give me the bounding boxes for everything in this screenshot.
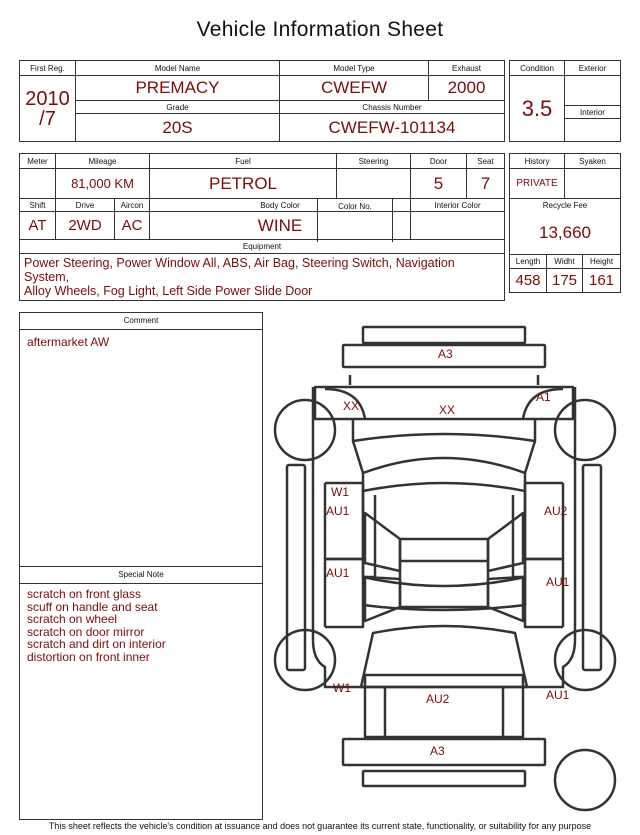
rear-bumper-bottom xyxy=(363,771,525,786)
first-reg-year: 2010 xyxy=(25,87,70,110)
roof xyxy=(400,539,488,607)
drive-value: 2WD xyxy=(56,212,115,240)
rear-window xyxy=(363,577,525,610)
special-note-header: Special Note xyxy=(20,567,262,584)
special-note-line: scratch on front glass xyxy=(27,587,142,601)
door-label: Door xyxy=(411,154,467,169)
fuel-value: PETROL xyxy=(150,169,337,199)
mileage-label: Mileage xyxy=(56,154,150,169)
mark-hood-center: XX xyxy=(439,403,456,417)
first-reg-label: First Reg. xyxy=(20,61,76,76)
interior-color-value xyxy=(411,212,505,240)
exterior-value xyxy=(565,76,621,106)
condition-table xyxy=(509,60,621,142)
vehicle-info-table xyxy=(19,60,505,142)
equipment-label: Equipment xyxy=(20,240,505,254)
seat-label: Seat xyxy=(467,154,505,169)
width-label: Widht xyxy=(547,255,583,269)
interior-color-label: Interior Color xyxy=(411,199,505,212)
first-reg-cell xyxy=(20,76,76,142)
comment-header: Comment xyxy=(20,313,262,330)
interior-value xyxy=(565,119,621,142)
syaken-label: Syaken xyxy=(565,154,621,169)
front-left-wheel xyxy=(275,400,335,460)
color-no-label-overlay: Color No. xyxy=(338,202,372,211)
aircon-label: Aircon xyxy=(115,199,150,212)
mark-right-rear-door: AU1 xyxy=(546,575,570,589)
right-rear-door xyxy=(525,559,563,627)
model-name-label: Model Name xyxy=(76,61,280,76)
width-value: 175 xyxy=(547,269,583,293)
comment-body xyxy=(20,330,262,353)
grade-value: 20S xyxy=(76,114,280,142)
special-note-line: scuff on handle and seat xyxy=(27,599,158,614)
interior-label: Interior xyxy=(565,106,621,119)
aircon-value: AC xyxy=(115,212,150,240)
history-value: PRIVATE xyxy=(510,169,565,199)
special-note-line: scratch on wheel xyxy=(27,612,118,626)
specs-table xyxy=(19,153,505,301)
mark-hood-left: XX xyxy=(343,399,360,413)
meter-value xyxy=(20,169,56,199)
seat-value: 7 xyxy=(467,169,505,199)
shift-value: AT xyxy=(20,212,56,240)
chassis-number-value: CWEFW-101134 xyxy=(280,114,505,142)
mark-front-bumper: A3 xyxy=(438,347,453,361)
drive-label: Drive xyxy=(56,199,115,212)
exhaust-label: Exhaust xyxy=(429,61,505,76)
front-right-wheel xyxy=(555,400,615,460)
history-table xyxy=(509,153,621,293)
tailgate xyxy=(361,626,527,687)
right-side-strip xyxy=(583,465,601,670)
height-value: 161 xyxy=(583,269,621,293)
exterior-label: Exterior xyxy=(565,61,621,76)
special-note-body xyxy=(20,584,262,667)
history-label: History xyxy=(510,154,565,169)
model-type-value: CWEFW xyxy=(280,76,429,101)
comment-box xyxy=(19,312,263,567)
special-note-line: scratch and dirt on interior xyxy=(27,637,166,651)
syaken-value xyxy=(565,169,621,199)
car-damage-diagram xyxy=(265,315,635,820)
color-no-divider-right xyxy=(392,199,393,242)
rear-right-wheel xyxy=(555,630,615,690)
mark-left-front-door-w: W1 xyxy=(331,485,349,499)
equipment-line-2: Alloy Wheels, Fog Light, Left Side Power Slide Door xyxy=(24,284,313,298)
right-front-door xyxy=(525,483,563,559)
front-bumper-top xyxy=(363,327,525,343)
mark-left-front-door-au: AU1 xyxy=(326,504,350,518)
grade-label: Grade xyxy=(76,101,280,114)
length-label: Length xyxy=(510,255,547,269)
length-value: 458 xyxy=(510,269,547,293)
mark-right-rear-quarter: AU1 xyxy=(546,688,570,702)
hood xyxy=(353,419,535,441)
mark-left-rear-quarter: W1 xyxy=(333,681,351,695)
body-color-label: Body Color xyxy=(150,199,411,212)
windshield xyxy=(363,458,525,491)
recycle-fee-label: Recycle Fee xyxy=(510,199,621,213)
mark-tailgate: AU2 xyxy=(426,692,450,706)
condition-value: 3.5 xyxy=(510,76,565,142)
shift-label: Shift xyxy=(20,199,56,212)
model-name-value: PREMACY xyxy=(76,76,280,101)
equipment-line-1: Power Steering, Power Window All, ABS, Air Bag, Steering Switch, Navigation System, xyxy=(24,256,455,284)
body-color-value: WINE xyxy=(150,212,411,240)
condition-label: Condition xyxy=(510,61,565,76)
first-reg-month: /7 xyxy=(39,107,56,130)
special-note-line: scratch on door mirror xyxy=(27,624,145,639)
mark-right-front-fender: A1 xyxy=(536,390,551,404)
mark-rear-bumper: A3 xyxy=(430,744,445,758)
mark-left-rear-door: AU1 xyxy=(326,566,350,580)
steering-label: Steering xyxy=(337,154,411,169)
mileage-value: 81,000 KM xyxy=(56,169,150,199)
door-value: 5 xyxy=(411,169,467,199)
comment-line: aftermarket AW xyxy=(27,335,110,349)
footer-disclaimer: This sheet reflects the vehicle's condition at issuance and does not guarantee its current state, functionality, or suitability for any purpose xyxy=(48,821,592,831)
sheet-title: Vehicle Information Sheet xyxy=(196,18,444,41)
exhaust-value: 2000 xyxy=(429,76,505,101)
fuel-label: Fuel xyxy=(150,154,337,169)
left-side-strip xyxy=(287,465,305,670)
special-note-box xyxy=(19,566,263,820)
special-note-line: distortion on front inner xyxy=(27,649,150,664)
steering-value xyxy=(337,169,411,199)
chassis-number-label: Chassis Number xyxy=(280,101,505,114)
height-label: Height xyxy=(583,255,621,269)
recycle-fee-value: 13,660 xyxy=(510,213,621,255)
equipment-value xyxy=(20,254,505,301)
mark-right-front-door: AU2 xyxy=(544,504,568,518)
color-no-divider xyxy=(317,199,318,242)
model-type-label: Model Type xyxy=(280,61,429,76)
spare-wheel xyxy=(555,750,615,810)
meter-label: Meter xyxy=(20,154,56,169)
